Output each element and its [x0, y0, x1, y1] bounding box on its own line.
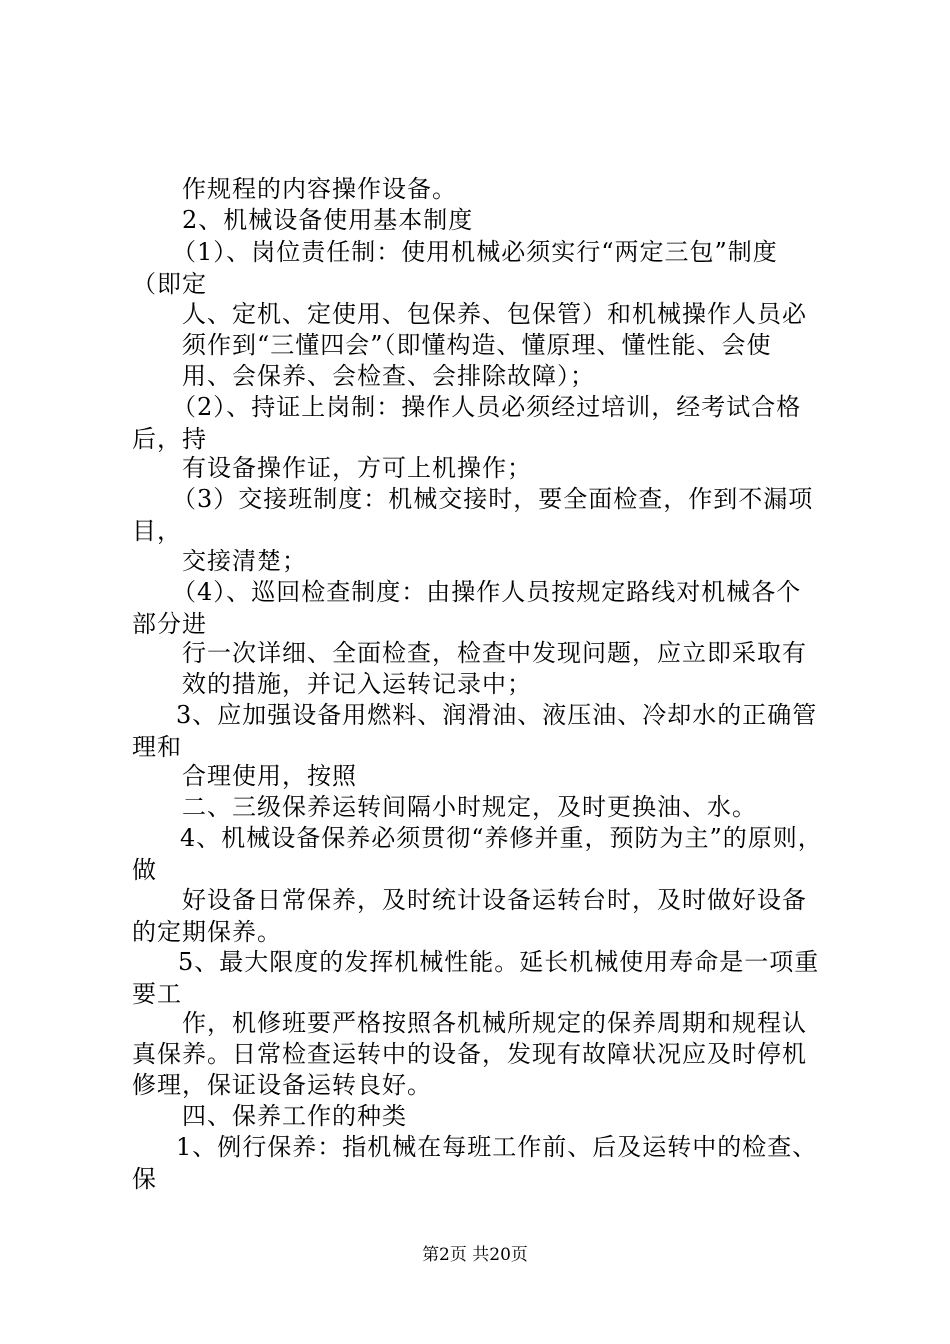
text-segment: 做 — [132, 856, 157, 884]
text-line: 2、机械设备使用基本制度 — [182, 206, 474, 234]
text-segment: （1）、岗位责任制：使用机械必须实行“两定三包”制度 — [172, 238, 778, 266]
text-segment: 作，机修班要严格按照各机械所规定的保养周期和规程认 — [182, 1009, 807, 1037]
text-segment: （即定 — [132, 270, 207, 298]
text-line: 人、定机、定使用、包保养、包保管）和机械操作人员必 — [182, 300, 807, 328]
page-footer: 第2页 共20页 — [422, 1245, 528, 1265]
text-line: 交接清楚； — [182, 547, 307, 575]
text-segment: 后，持 — [132, 425, 207, 453]
text-segment: 5、最大限度的发挥机械性能。延长机械使用寿命是一项重 — [178, 948, 820, 976]
text-segment: 理和 — [132, 733, 182, 761]
text-line: 四、保养工作的种类 — [182, 1102, 407, 1130]
text-line: 用、会保养、会检查、会排除故障）； — [182, 362, 595, 390]
text-segment: 要工 — [132, 980, 182, 1008]
text-segment: 修理，保证设备运转良好。 — [132, 1071, 432, 1099]
text-line: 合理使用，按照 — [182, 762, 357, 790]
text-segment: 目， — [132, 517, 182, 545]
text-segment: （2）、持证上岗制：操作人员必须经过培训，经考试合格 — [172, 393, 802, 421]
text-segment: 1、例行保养：指机械在每班工作前、后及运转中的检查、 — [176, 1133, 818, 1161]
text-segment: 保 — [132, 1165, 157, 1193]
text-segment: 4、机械设备保养必须贯彻“养修并重，预防为主”的原则， — [180, 824, 823, 852]
text-segment: 的定期保养。 — [132, 918, 282, 946]
text-line: 有设备操作证，方可上机操作； — [182, 454, 532, 482]
text-segment: 部分进 — [132, 610, 207, 638]
text-segment: （4）、巡回检查制度：由操作人员按规定路线对机械各个 — [172, 578, 802, 606]
text-line: 二、三级保养运转间隔小时规定，及时更换油、水。 — [182, 793, 757, 821]
text-line: 作规程的内容操作设备。 — [182, 175, 457, 203]
text-segment: 3、应加强设备用燃料、润滑油、液压油、冷却水的正确管 — [176, 701, 818, 729]
text-segment: 好设备日常保养，及时统计设备运转台时，及时做好设备 — [182, 886, 807, 914]
text-segment: （3）交接班制度：机械交接时，要全面检查，作到不漏项 — [172, 485, 814, 513]
text-line: 须作到“三懂四会”（即懂构造、懂原理、懂性能、会使 — [182, 331, 772, 359]
text-segment: 真保养。日常检查运转中的设备，发现有故障状况应及时停机 — [132, 1040, 807, 1068]
text-line: 行一次详细、全面检查，检查中发现问题，应立即采取有 — [182, 639, 807, 667]
text-line: 效的措施，并记入运转记录中； — [182, 670, 532, 698]
